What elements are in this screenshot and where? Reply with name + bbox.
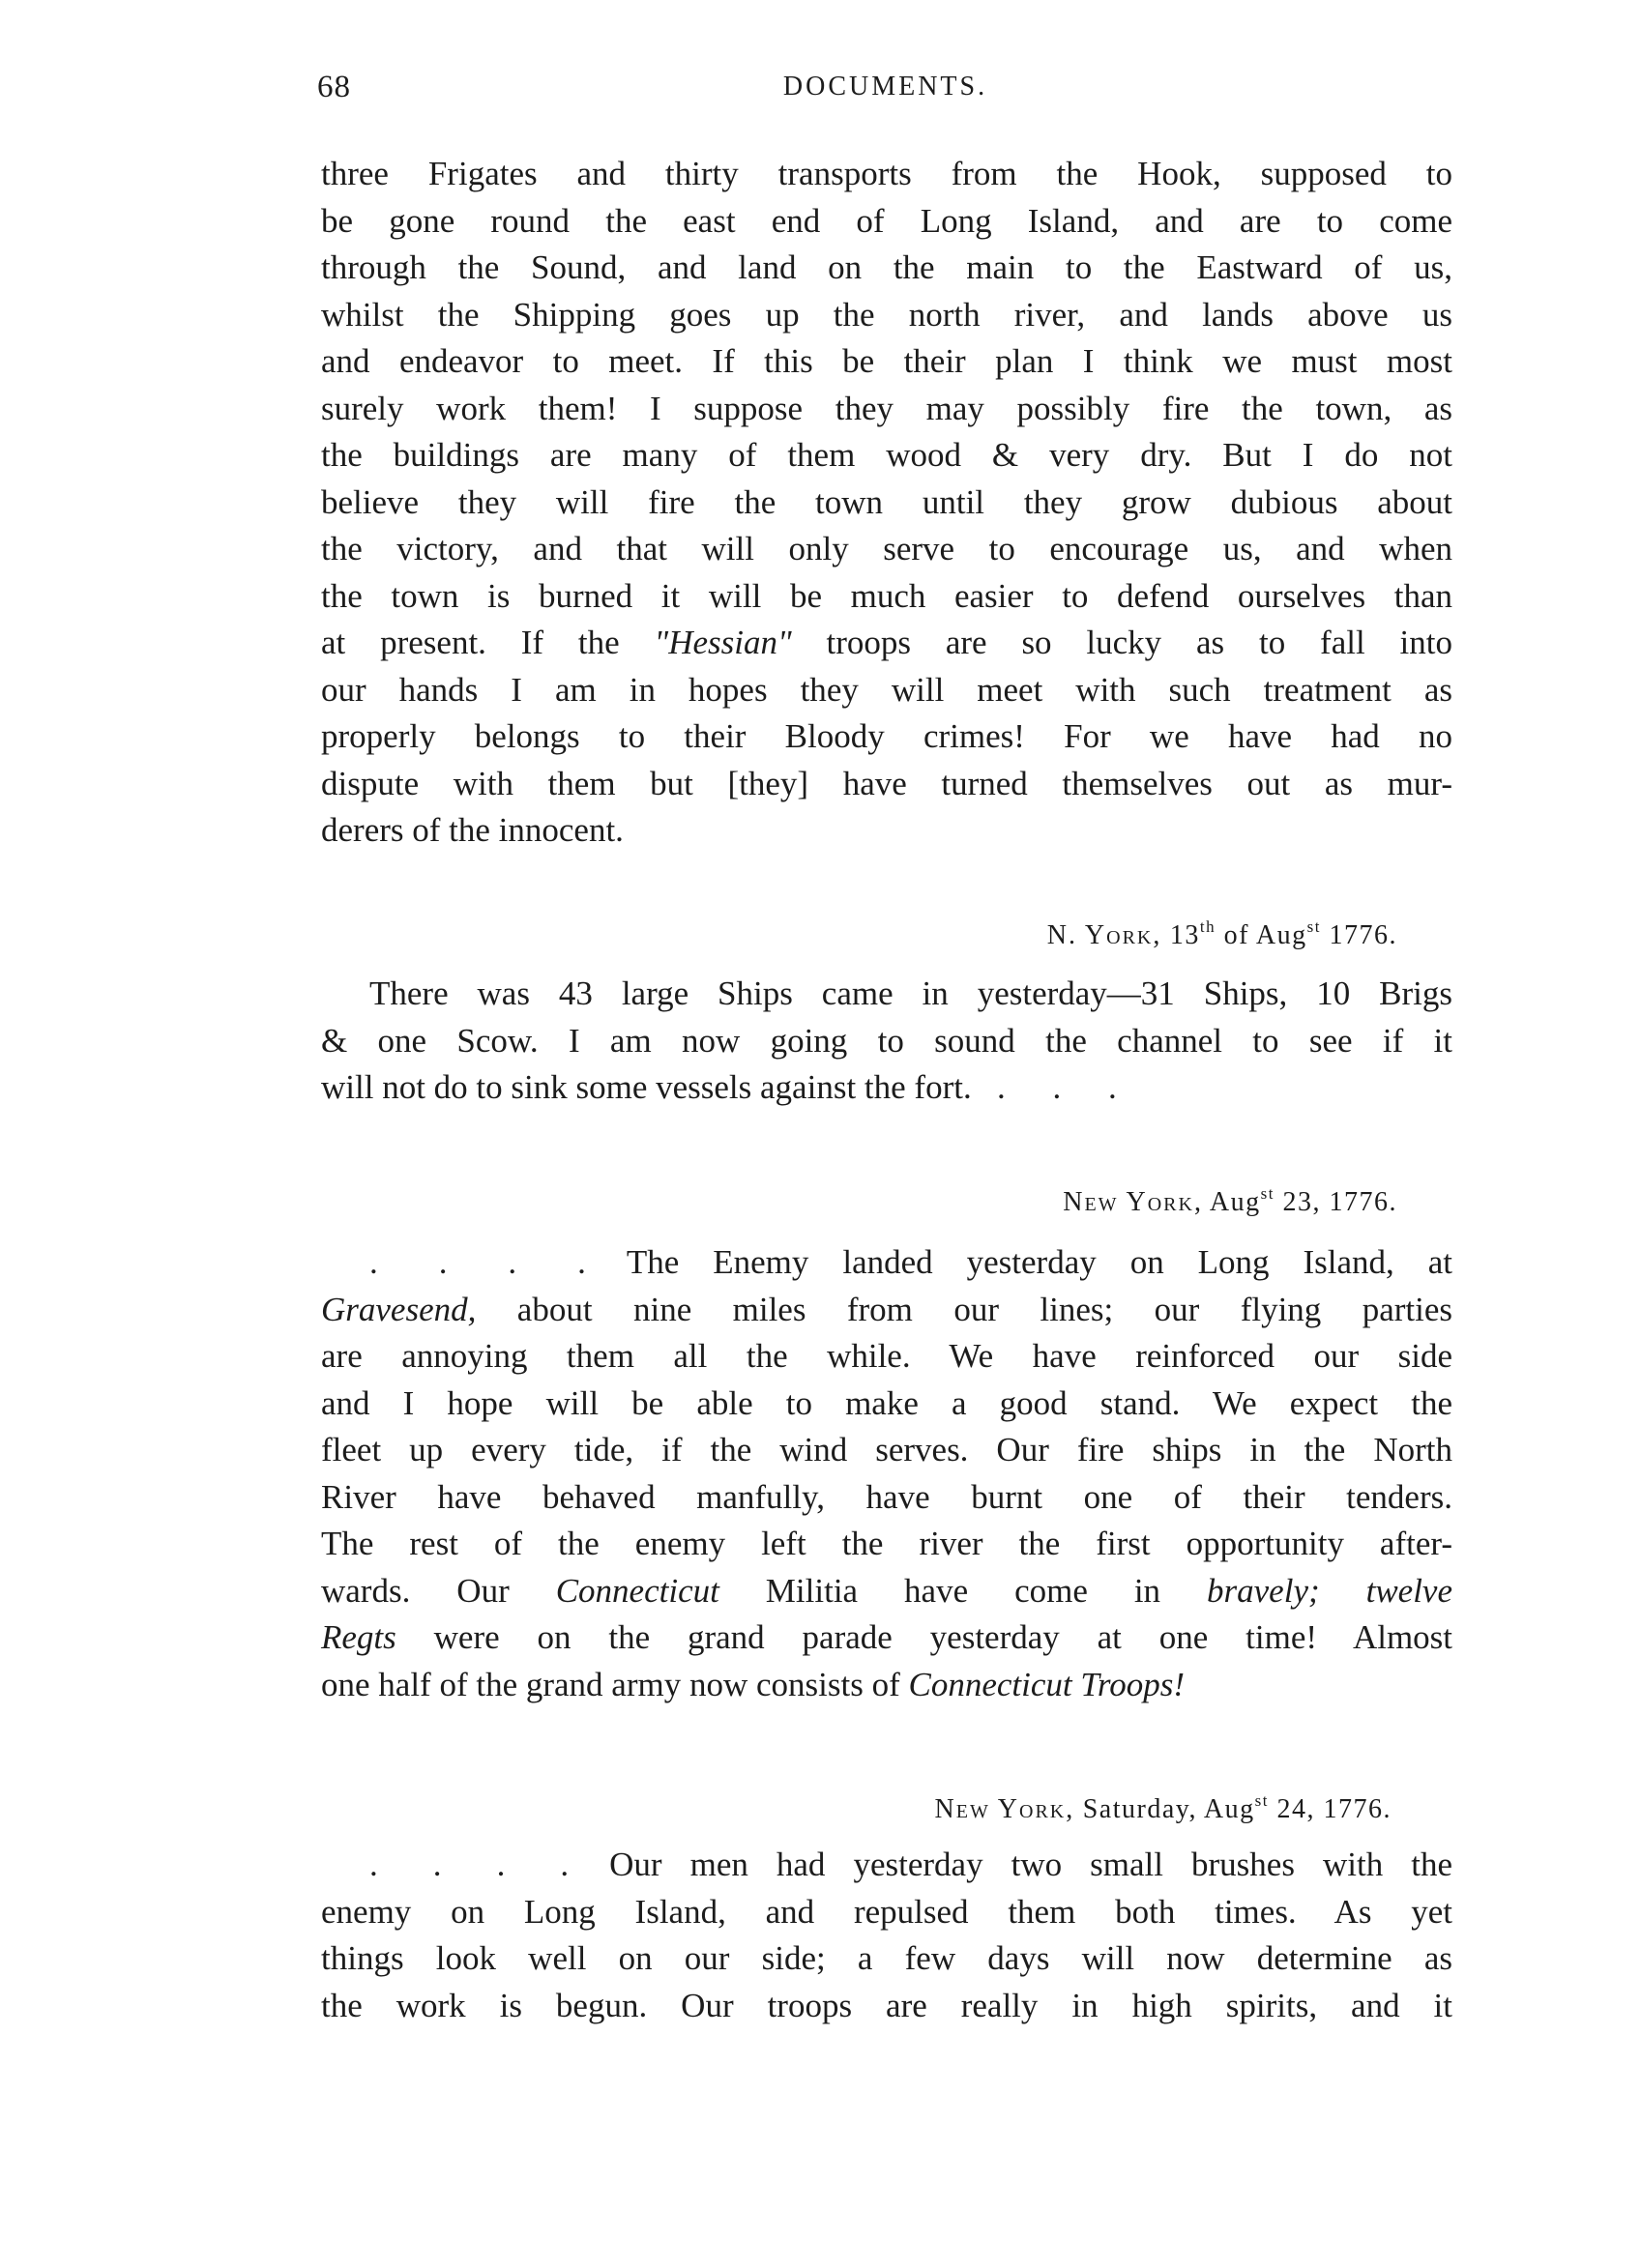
italic-term: Connecticut [555,1571,719,1610]
page-header [317,70,1453,118]
text-line: fleet up every tide, if the wind serves. Our fire ships in the North [321,1431,1452,1468]
text-line: River have behaved manfully, have burnt one of their tenders. [321,1477,1452,1516]
text-line: derers of the innocent. [321,811,624,849]
text-line: things look well on our side; a few days will now determine as [321,1939,1452,1977]
text-segment: Our men had yesterday two small brushes with the [609,1846,1453,1883]
letter-paragraph-3 [321,1239,1452,1708]
dateline-rest: 24, 1776. [1276,1794,1392,1824]
text-line [321,1287,1452,1334]
dateline-month: Aug [1203,1794,1255,1824]
text-line [321,1064,1452,1112]
letter-paragraph-2 [321,971,1452,1112]
dateline-year: 1776. [1329,920,1397,950]
text-line: believe they will fire the town until they grow dubious about [321,482,1452,521]
text-segment: were on the grand parade yesterday at one time! Almost [433,1618,1453,1656]
dateline-of: of [1223,920,1249,950]
dateline-2 [1063,1183,1397,1218]
text-line: be gone round the east end of Long Island, and are to come [321,201,1452,240]
text-line: our hands I am in hopes they will meet with such treatment as [321,670,1452,709]
letter-paragraph-1 [321,151,1452,855]
dateline-month: Aug [1255,920,1307,950]
text-line: the town is burned it will be much easier to defend ourselves than [321,576,1452,615]
text-line [321,1662,1452,1709]
ellipsis: . . . . [369,1243,600,1281]
dateline-month: Aug [1209,1187,1261,1217]
italic-term: "Hessian" [654,624,792,661]
dateline-place: New York, [1063,1187,1203,1217]
text-line: properly belongs to their Bloody crimes! For we have had no [321,717,1452,755]
letter-paragraph-4 [321,1842,1452,2029]
text-line: and endeavor to meet. If this be their plan I think we must most [321,342,1452,380]
text-line [321,1239,1452,1287]
text-line: the victory, and that will only serve to encourage us, and when [321,530,1452,567]
ellipsis: . . . [996,1068,1136,1106]
dateline-month-suffix: st [1306,916,1321,936]
running-head: DOCUMENTS. [782,72,988,102]
ellipsis: . . . . [369,1846,583,1883]
text-segment: Militia have come in [765,1571,1161,1610]
dateline-3 [934,1790,1392,1825]
text-line: three Frigates and thirty transports from the Hook, supposed to [321,155,1452,192]
text-segment: The Enemy landed yesterday on Long Island, at [626,1243,1453,1281]
page-number: 68 [317,70,351,104]
text-line: whilst the Shipping goes up the north river, and lands above us [321,295,1452,334]
dateline-day: 13 [1169,920,1200,950]
text-segment: at present. If the [321,624,620,661]
text-line: the work is begun. Our troops are really in high spirits, and it [321,1986,1452,2024]
dateline-1 [1046,916,1397,951]
text-line [321,1568,1452,1615]
text-line [321,1842,1452,1889]
text-line [321,620,1452,667]
text-line: the buildings are many of them wood & very dry. But I do not [321,436,1452,474]
dateline-weekday: Saturday, [1082,1794,1197,1824]
dateline-rest: 23, 1776. [1282,1187,1397,1217]
text-line: through the Sound, and land on the main to the Eastward of us, [321,248,1452,286]
text-line: & one Scow. I am now going to sound the channel to see if it [321,1021,1452,1060]
text-line: enemy on Long Island, and repulsed them both times. As yet [321,1892,1452,1931]
text-line: dispute with them but [they] have turned themselves out as mur- [321,764,1452,802]
italic-term: Gravesend, [321,1290,477,1328]
text-segment: will not do to sink some vessels against the fort. [321,1068,972,1106]
italic-term: Regts [321,1618,396,1656]
dateline-month-suffix: st [1254,1790,1269,1810]
dateline-place: New York, [934,1794,1075,1824]
dateline-month-suffix: st [1260,1183,1275,1203]
text-segment: troops are so lucky as to fall into [826,624,1452,661]
text-segment: about nine miles from our lines; our flying parties [516,1290,1453,1328]
text-line: The rest of the enemy left the river the first opportunity after- [321,1525,1452,1562]
text-line: surely work them! I suppose they may possibly fire the town, as [321,389,1452,427]
text-line: and I hope will be able to make a good stand. We expect the [321,1383,1452,1422]
dateline-place: N. York, [1046,920,1162,950]
italic-term: Connecticut Troops! [908,1665,1186,1703]
dateline-day-suffix: th [1199,916,1216,936]
text-line: are annoying them all the while. We have reinforced our side [321,1337,1452,1375]
text-line [321,1614,1452,1662]
text-line: There was 43 large Ships came in yesterday—31 Ships, 10 Brigs [369,974,1452,1012]
italic-term: bravely; twelve [1207,1571,1452,1610]
text-segment: wards. Our [321,1571,510,1610]
text-segment: one half of the grand army now consists of [321,1665,900,1703]
